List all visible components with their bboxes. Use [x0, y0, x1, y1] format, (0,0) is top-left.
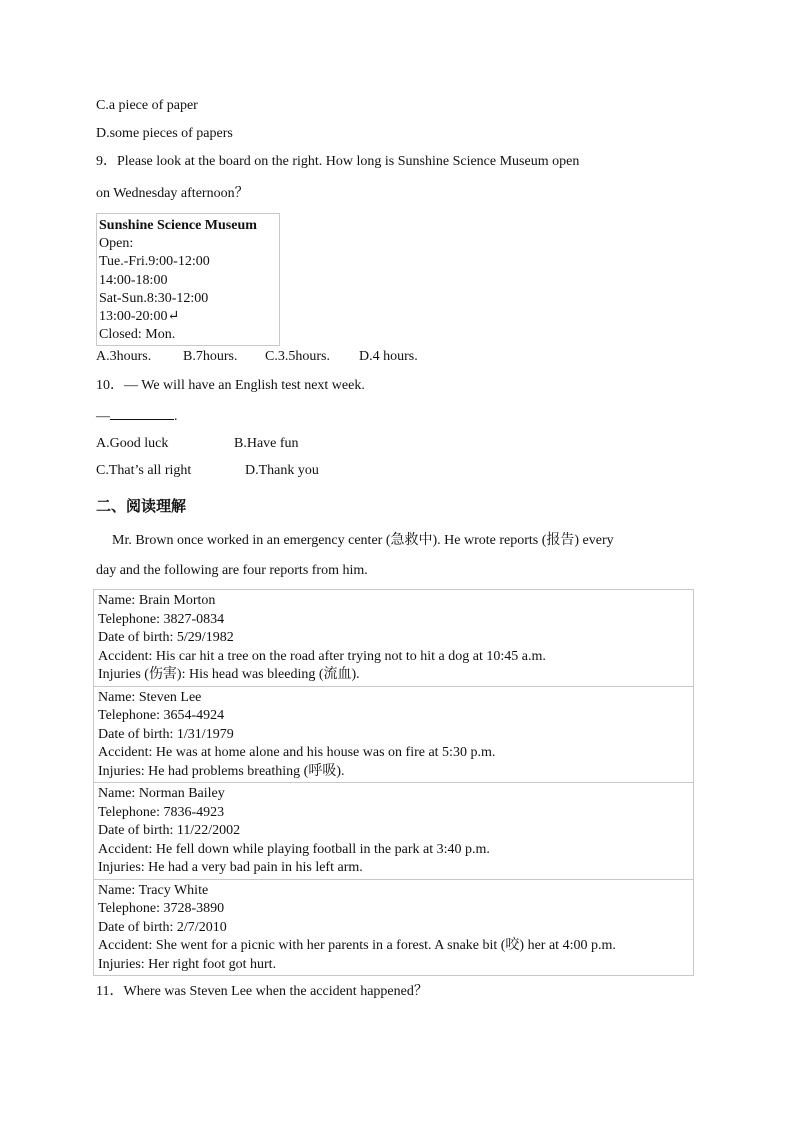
q8-option-c: C.a piece of paper [96, 98, 198, 113]
report-injuries: Injuries: Her right foot got hurt. [98, 956, 277, 972]
q10-option-c: C.That’s all right [96, 463, 192, 478]
report-name: Name: Steven Lee [98, 689, 202, 705]
report-birth: Date of birth: 5/29/1982 [98, 630, 234, 645]
report-name: Name: Tracy White [98, 882, 209, 898]
q9-question-line1: 9．Please look at the board on the right. How long is Sunshine Science Museum open [96, 154, 580, 169]
q10-reply [96, 406, 178, 426]
report-injuries: Injuries: He had a very bad pain in his left arm. [98, 860, 363, 875]
board-line: Open: [99, 236, 134, 252]
board-title: Sunshine Science Museum [99, 218, 257, 233]
report-birth: Date of birth: 11/22/2002 [98, 823, 241, 838]
report-telephone: Telephone: 3654-4924 [98, 708, 225, 723]
passage-intro-line1: Mr. Brown once worked in an emergency center (急救中). He wrote reports (报告) every [112, 533, 614, 548]
report-telephone: Telephone: 3827-0834 [98, 611, 225, 627]
board-line: 14:00-18:00 [99, 272, 168, 288]
board-line: Sat-Sun.8:30-12:00 [99, 290, 209, 306]
table-row [94, 590, 694, 687]
report-cell [94, 686, 694, 783]
q10-option-b: B.Have fun [234, 436, 299, 451]
answer-blank [110, 406, 174, 420]
table-row [94, 783, 694, 880]
q9-option-b: B.7hours. [183, 349, 238, 364]
passage-intro-line2: day and the following are four reports from him. [96, 563, 368, 578]
report-accident: Accident: His car hit a tree on the road after trying not to hit a dog at 10:45 a.m. [98, 648, 546, 664]
report-cell [94, 590, 694, 687]
board-line: Tue.-Fri.9:00-12:00 [99, 254, 210, 270]
reports-table [93, 589, 694, 976]
board-line: Closed: Mon. [99, 327, 176, 343]
q10-question: 10．— We will have an English test next week. [96, 378, 365, 393]
q10-reply-period: . [174, 409, 178, 424]
section-title: 二、阅读理解 [96, 497, 187, 515]
table-row [94, 879, 694, 976]
table-row [94, 686, 694, 783]
report-cell [94, 783, 694, 880]
report-telephone: Telephone: 7836-4923 [98, 804, 225, 820]
q11-question: 11．Where was Steven Lee when the accident happened？ [96, 984, 428, 999]
report-telephone: Telephone: 3728-3890 [98, 901, 225, 916]
museum-board [96, 213, 280, 346]
report-cell [94, 879, 694, 976]
report-accident: Accident: She went for a picnic with her parents in a forest. A snake bit (咬) her at 4:00 p.m. [98, 938, 616, 953]
q10-option-a: A.Good luck [96, 436, 169, 451]
report-accident: Accident: He was at home alone and his house was on fire at 5:30 p.m. [98, 745, 496, 760]
q8-option-d: D.some pieces of papers [96, 126, 233, 141]
q9-question-line2: on Wednesday afternoon？ [96, 186, 249, 201]
report-injuries: Injuries: He had problems breathing (呼吸). [98, 763, 345, 779]
q10-option-d: D.Thank you [245, 463, 319, 478]
report-name: Name: Brain Morton [98, 593, 216, 608]
report-birth: Date of birth: 2/7/2010 [98, 919, 227, 935]
report-name: Name: Norman Bailey [98, 786, 225, 801]
board-line: 13:00-20:00↵ [99, 309, 180, 325]
q9-option-a: A.3hours. [96, 349, 152, 364]
report-accident: Accident: He fell down while playing football in the park at 3:40 p.m. [98, 841, 490, 857]
q9-option-c: C.3.5hours. [265, 349, 330, 364]
report-birth: Date of birth: 1/31/1979 [98, 726, 234, 742]
q10-reply-dash: — [96, 409, 110, 424]
report-injuries: Injuries (伤害): His head was bleeding (流血). [98, 667, 360, 682]
q9-option-d: D.4 hours. [359, 349, 418, 364]
